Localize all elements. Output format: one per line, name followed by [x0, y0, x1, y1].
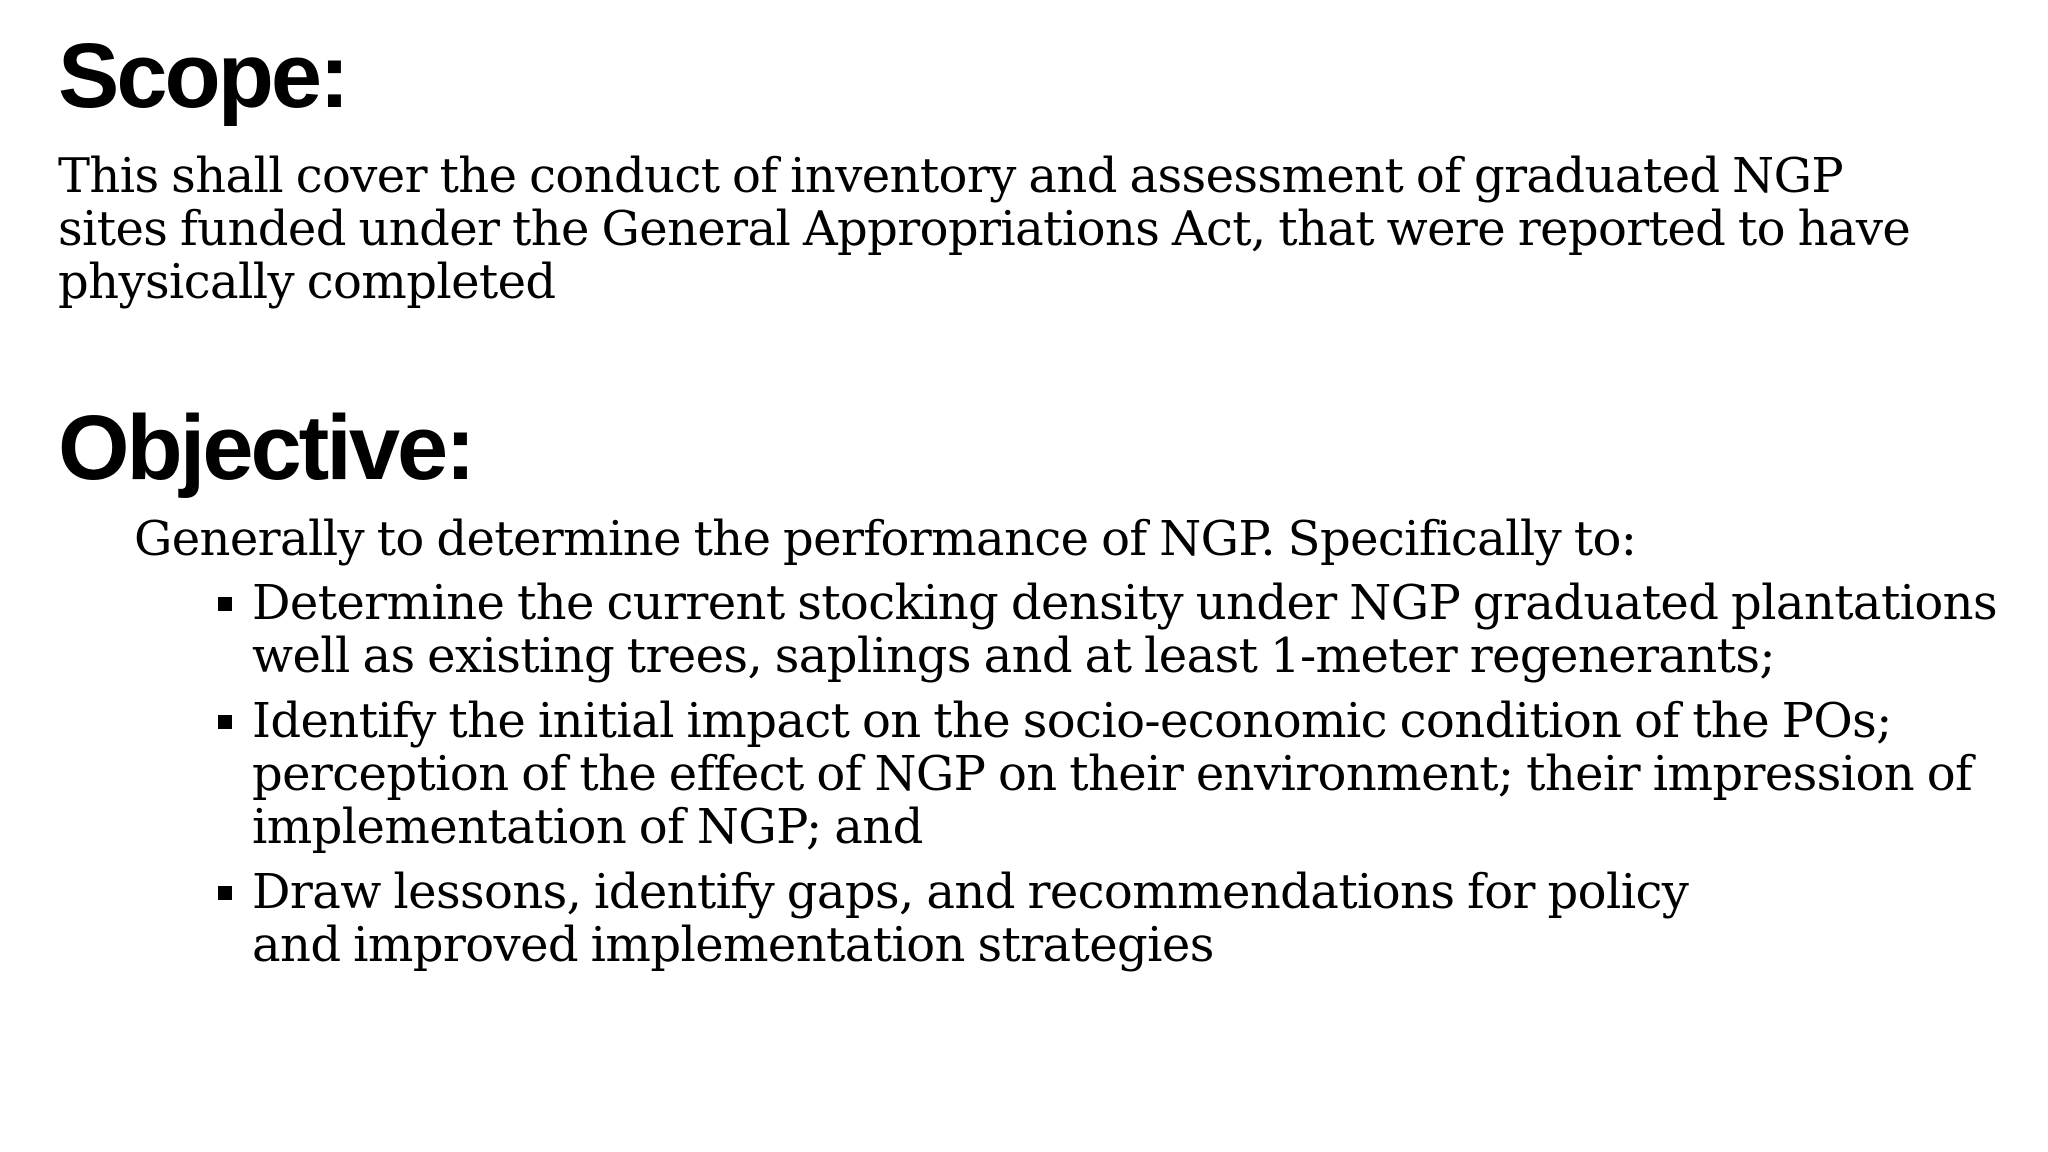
square-bullet-icon	[218, 886, 232, 900]
objective-intro: Generally to determine the performance of NGP. Specifically to:	[134, 511, 1637, 567]
objective-item-line: implementation of NGP; and	[252, 799, 923, 855]
objective-item-stocking-density	[212, 577, 2032, 683]
objective-list	[212, 577, 2032, 984]
objective-item-line: Determine the current stocking density under NGP graduated plantations	[252, 575, 1998, 631]
scope-line: physically completed	[58, 254, 556, 310]
objective-item-line: and improved implementation strategies	[252, 917, 1214, 973]
objective-item-line: perception of the effect of NGP on their environment; their impression of	[252, 746, 1973, 802]
scope-line: sites funded under the General Appropriations Act, that were reported to have	[58, 201, 1911, 257]
square-bullet-icon	[218, 715, 232, 729]
scope-paragraph	[58, 150, 1988, 309]
objective-item-line: Identify the initial impact on the socio-economic condition of the POs;	[252, 693, 1892, 749]
square-bullet-icon	[218, 597, 232, 611]
scope-line: This shall cover the conduct of inventory and assessment of graduated NGP	[58, 148, 1844, 204]
scope-heading: Scope:	[58, 25, 347, 127]
objective-heading: Objective:	[58, 397, 473, 499]
objective-item-socio-economic-impact	[212, 695, 2032, 854]
objective-item-line: Draw lessons, identify gaps, and recommendations for policy	[252, 864, 1689, 920]
objective-item-line: well as existing trees, saplings and at least 1-meter regenerants;	[252, 628, 1775, 684]
objective-item-lessons-and-recommendations	[212, 866, 2032, 972]
